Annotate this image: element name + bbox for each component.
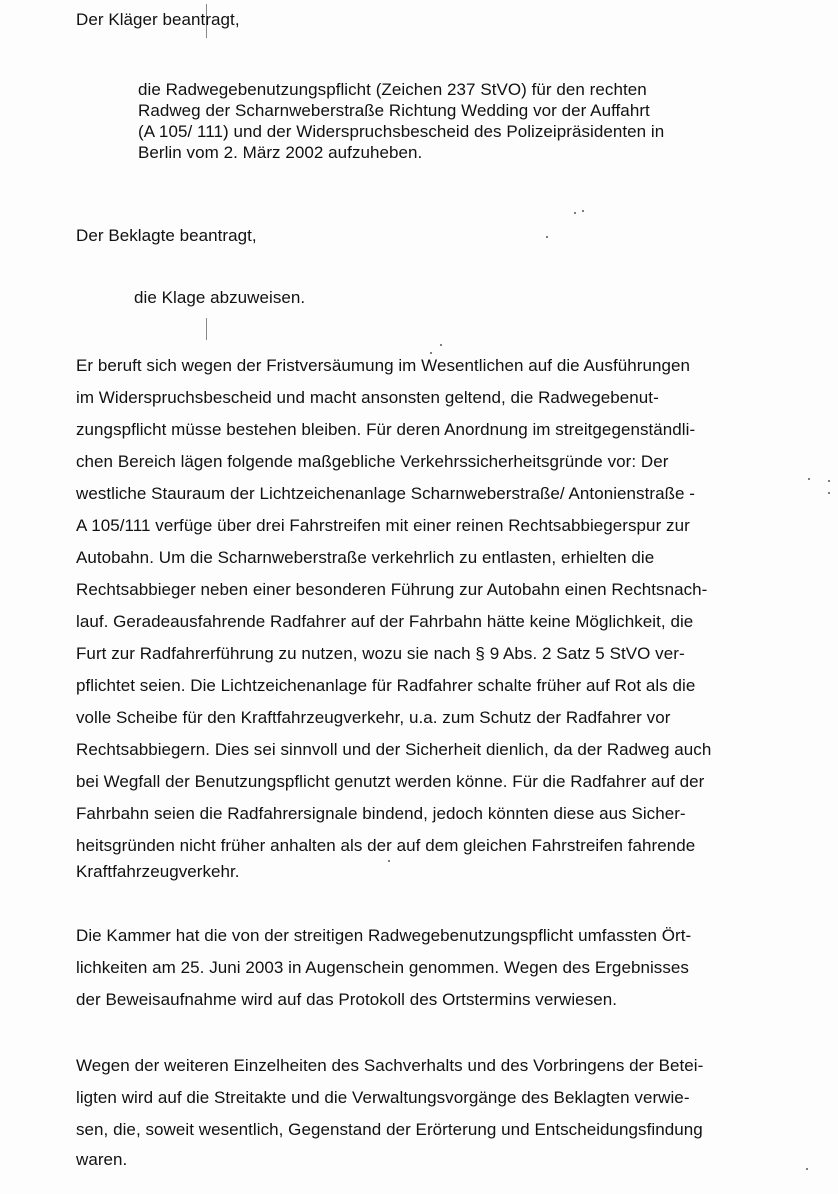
begruendung-line: westliche Stauraum der Lichtzeichenanlage Scharnweberstraße/ Antonienstraße - <box>76 484 696 503</box>
klaeger-antrag-line: Berlin vom 2. März 2002 aufzuheben. <box>138 143 423 162</box>
scan-speck <box>582 210 584 212</box>
scan-speck <box>808 478 810 480</box>
klaeger-antrag-line: die Radwegebenutzungspflicht (Zeichen 237 StVO) für den rechten <box>138 80 647 99</box>
scan-speck <box>440 344 442 346</box>
begruendung-line: Furt zur Radfahrerführung zu nutzen, wozu sie nach § 9 Abs. 2 Satz 5 StVO ver- <box>76 644 685 663</box>
scan-speck <box>574 212 576 214</box>
verweis-line: sen, die, soweit wesentlich, Gegenstand der Erörterung und Entscheidungsfindung <box>76 1120 703 1139</box>
augenschein-line: lichkeiten am 25. Juni 2003 in Augenschein genommen. Wegen des Ergebnisses <box>76 958 689 977</box>
klaeger-antrag-line: (A 105/ 111) und der Widerspruchsbescheid des Polizeipräsidenten in <box>138 122 665 141</box>
begruendung-line: zungspflicht müsse bestehen bleiben. Für deren Anordnung im streitgegenständli- <box>76 420 696 439</box>
scan-speck <box>546 236 548 238</box>
klaeger-intro: Der Kläger beantragt, <box>76 10 240 29</box>
beklagte-intro: Der Beklagte beantragt, <box>76 226 257 245</box>
scan-speck <box>430 352 432 354</box>
scan-speck <box>388 860 390 862</box>
begruendung-line: volle Scheibe für den Kraftfahrzeugverkehr, u.a. zum Schutz der Radfahrer vor <box>76 708 671 727</box>
verweis-line: Wegen der weiteren Einzelheiten des Sachverhalts und des Vorbringens der Betei- <box>76 1056 704 1075</box>
begruendung-line: chen Bereich lägen folgende maßgebliche Verkehrssicherheitsgründe vor: Der <box>76 452 669 471</box>
begruendung-line: im Widerspruchsbescheid und macht ansonsten geltend, die Radwegebenut- <box>76 388 659 407</box>
verweis-line: ligten wird auf die Streitakte und die Verwaltungsvorgänge des Beklagten verwie- <box>76 1088 690 1107</box>
scan-mark <box>206 318 207 340</box>
begruendung-line: heitsgründen nicht früher anhalten als der auf dem gleichen Fahrstreifen fahrende <box>76 836 696 855</box>
scan-speck <box>828 492 830 494</box>
begruendung-line: Fahrbahn seien die Radfahrersignale bindend, jedoch könnten diese aus Sicher- <box>76 804 686 823</box>
klaeger-antrag-line: Radweg der Scharnweberstraße Richtung Wedding vor der Auffahrt <box>138 101 650 120</box>
augenschein-line: der Beweisaufnahme wird auf das Protokoll des Ortstermins verwiesen. <box>76 990 618 1009</box>
beklagte-antrag: die Klage abzuweisen. <box>134 288 306 307</box>
scan-speck <box>828 480 830 482</box>
verweis-line: waren. <box>76 1150 128 1169</box>
begruendung-line: bei Wegfall der Benutzungspflicht genutzt werden könne. Für die Radfahrer auf der <box>76 772 705 791</box>
begruendung-line: Kraftfahrzeugverkehr. <box>76 862 240 881</box>
begruendung-line: Rechtsabbieger neben einer besonderen Führung zur Autobahn einen Rechtsnach- <box>76 580 708 599</box>
begruendung-line: lauf. Geradeausfahrende Radfahrer auf der Fahrbahn hätte keine Möglichkeit, die <box>76 612 694 631</box>
begruendung-line: A 105/111 verfüge über drei Fahrstreifen mit einer reinen Rechtsabbiegerspur zur <box>76 516 690 535</box>
augenschein-line: Die Kammer hat die von der streitigen Radwegebenutzungspflicht umfassten Ört- <box>76 926 692 945</box>
begruendung-line: Autobahn. Um die Scharnweberstraße verkehrlich zu entlasten, erhielten die <box>76 548 655 567</box>
scan-speck <box>806 1168 808 1170</box>
begruendung-line: pflichtet seien. Die Lichtzeichenanlage für Radfahrer schalte früher auf Rot als die <box>76 676 696 695</box>
begruendung-line: Er beruft sich wegen der Fristversäumung im Wesentlichen auf die Ausführungen <box>76 356 690 375</box>
begruendung-line: Rechtsabbiegern. Dies sei sinnvoll und der Sicherheit dienlich, da der Radweg auch <box>76 740 712 759</box>
